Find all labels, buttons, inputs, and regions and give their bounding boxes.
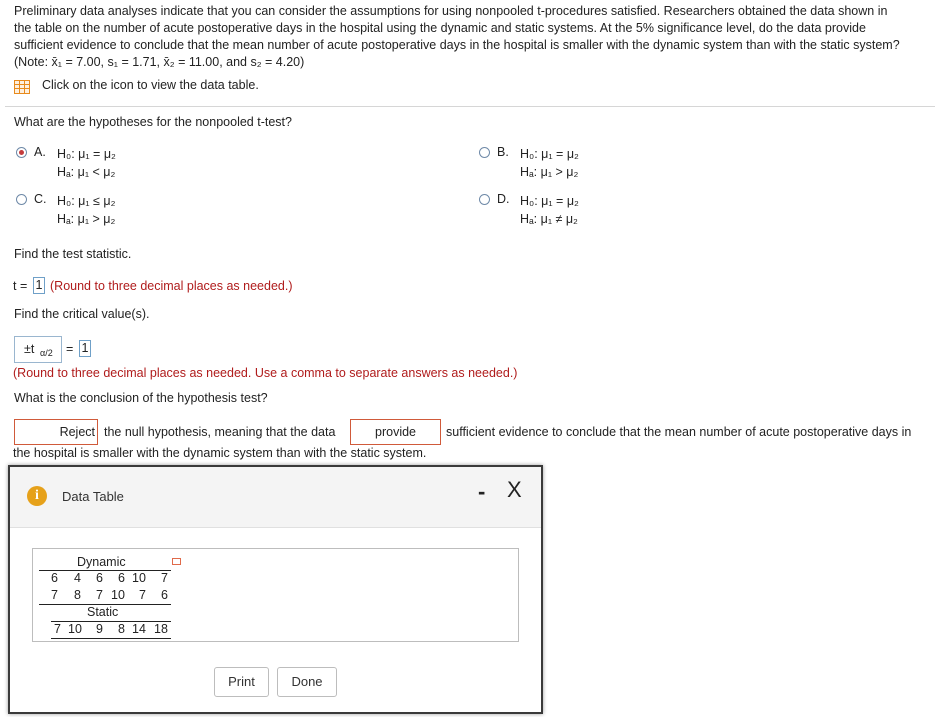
info-icon: i — [27, 486, 47, 506]
close-icon[interactable]: X — [507, 477, 522, 502]
option-b-h0: H₀: μ₁ = μ₂ — [520, 147, 579, 161]
option-b-letter: B. — [497, 145, 509, 159]
table-cell: 7 — [96, 588, 103, 602]
hypotheses-prompt: What are the hypotheses for the nonpooled t-test? — [14, 115, 292, 129]
conclusion-text-1: the null hypothesis, meaning that the data — [104, 425, 336, 439]
conclusion-text-2: sufficient evidence to conclude that the mean number of acute postoperative days in — [446, 425, 912, 439]
table-cell: 6 — [118, 571, 125, 585]
table-cell: 7 — [161, 571, 168, 585]
divider — [5, 106, 935, 107]
data-table-link[interactable]: Click on the icon to view the data table. — [42, 78, 259, 92]
critical-label: ±t — [24, 342, 35, 356]
option-a-radio[interactable] — [16, 147, 27, 158]
critical-equals: = — [66, 342, 74, 356]
t-label: t = — [13, 279, 28, 293]
table-cell: 10 — [132, 571, 146, 585]
table-cell: 14 — [132, 622, 146, 636]
table-cell: 10 — [111, 588, 125, 602]
option-a-letter: A. — [34, 145, 46, 159]
print-button[interactable]: Print — [214, 667, 269, 697]
option-c-letter: C. — [34, 192, 47, 206]
table-cell: 7 — [54, 622, 61, 636]
problem-note: (Note: x̄₁ = 7.00, s₁ = 1.71, x̄₂ = 11.00, and s₂ = 4.20) — [14, 55, 305, 69]
dialog-title: Data Table — [62, 489, 124, 504]
conclusion-prompt: What is the conclusion of the hypothesis test? — [14, 391, 268, 405]
option-c-ha: Hₐ: μ₁ > μ₂ — [57, 212, 116, 226]
static-header: Static — [87, 605, 119, 619]
provide-select[interactable]: provide — [350, 419, 441, 445]
critical-subscript: α/2 — [40, 348, 53, 358]
option-b-radio[interactable] — [479, 147, 490, 158]
option-d-hypotheses — [520, 192, 579, 228]
copy-icon[interactable] — [172, 558, 181, 565]
problem-line: the table on the number of acute postoperative days in the hospital using the dynamic and static systems. At the 5% significance level, do the data provide — [14, 21, 866, 35]
data-table-frame — [32, 548, 519, 642]
reject-select[interactable]: Reject — [14, 419, 98, 445]
option-c-h0: H₀: μ₁ ≤ μ₂ — [57, 194, 116, 208]
table-cell: 8 — [74, 588, 81, 602]
option-c-hypotheses — [57, 192, 115, 228]
t-round-note: (Round to three decimal places as needed.) — [50, 279, 293, 293]
critical-answer-box[interactable]: 1 — [79, 340, 91, 357]
conclusion-text-3: the hospital is smaller with the dynamic system than with the static system. — [13, 446, 427, 460]
table-cell: 6 — [96, 571, 103, 585]
t-answer-box[interactable]: 1 — [33, 277, 45, 294]
table-cell: 8 — [118, 622, 125, 636]
table-cell: 4 — [74, 571, 81, 585]
table-cell: 9 — [96, 622, 103, 636]
dynamic-header: Dynamic — [77, 555, 126, 569]
table-cell: 7 — [139, 588, 146, 602]
problem-statement — [14, 3, 929, 71]
critical-value-prompt: Find the critical value(s). — [14, 307, 150, 321]
table-rule — [39, 570, 171, 571]
option-d-ha: Hₐ: μ₁ ≠ μ₂ — [520, 212, 578, 226]
critical-round-note: (Round to three decimal places as needed. Use a comma to separate answers as needed.) — [13, 366, 518, 380]
option-d-h0: H₀: μ₁ = μ₂ — [520, 194, 579, 208]
option-d-radio[interactable] — [479, 194, 490, 205]
data-table-icon[interactable] — [14, 80, 30, 94]
done-button[interactable]: Done — [277, 667, 337, 697]
option-b-hypotheses — [520, 145, 579, 181]
table-cell: 18 — [154, 622, 168, 636]
critical-label-box — [14, 336, 62, 363]
data-table-dialog — [8, 465, 543, 714]
dialog-titlebar — [10, 467, 541, 528]
option-c-radio[interactable] — [16, 194, 27, 205]
table-cell: 6 — [161, 588, 168, 602]
table-rule — [51, 638, 171, 639]
option-d-letter: D. — [497, 192, 510, 206]
table-cell: 7 — [51, 588, 58, 602]
problem-line: sufficient evidence to conclude that the mean number of acute postoperative days in the hospital is smaller with the dynamic system than with the static system? — [14, 38, 900, 52]
option-b-ha: Hₐ: μ₁ > μ₂ — [520, 165, 579, 179]
test-statistic-prompt: Find the test statistic. — [14, 247, 132, 261]
option-a-ha: Hₐ: μ₁ < μ₂ — [57, 165, 116, 179]
problem-line: Preliminary data analyses indicate that you can consider the assumptions for using nonpooled t-procedures satisfied. Researchers obtained the data shown in — [14, 4, 888, 18]
option-a-hypotheses — [57, 145, 116, 181]
minimize-icon[interactable]: - — [478, 479, 486, 504]
table-cell: 6 — [51, 571, 58, 585]
option-a-h0: H₀: μ₁ = μ₂ — [57, 147, 116, 161]
table-cell: 10 — [68, 622, 82, 636]
